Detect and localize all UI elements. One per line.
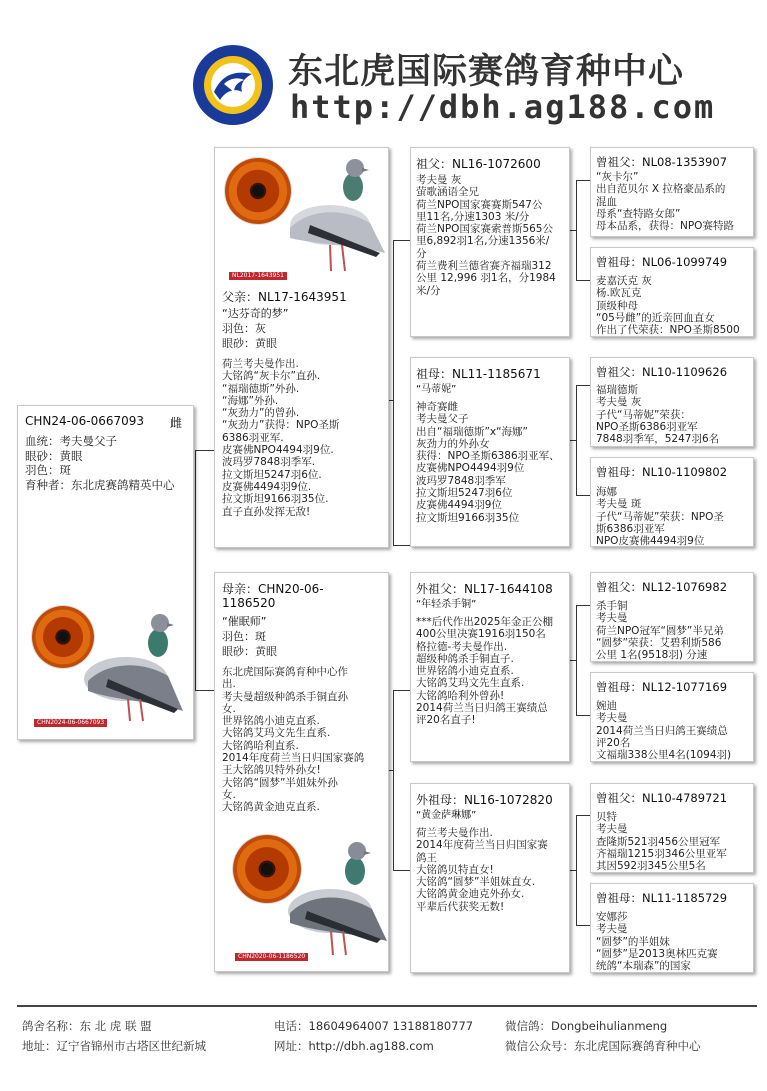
note-line: 考夫曼: [596, 712, 628, 725]
note-line: 400公里决赛1916羽150名: [416, 628, 546, 641]
note-line: 出自“福瑞德斯”x“海娜”: [416, 425, 528, 438]
connector-line: [576, 180, 590, 181]
connector-line: [576, 605, 590, 606]
detail-line: 眼砂：黄眼: [25, 448, 83, 463]
note-line: “圆梦”是2013奥林匹克赛: [596, 947, 718, 960]
great-grandparent-notes: [596, 600, 724, 661]
note-line: 齐福瑞1215羽346公里亚军: [596, 847, 727, 860]
detail-line: 血统：考夫曼父子: [25, 434, 117, 448]
connector-line: [393, 545, 410, 546]
note-line: 考夫曼: [596, 612, 628, 625]
note-line: “灰劲力”获得：NPO圣斯: [222, 419, 340, 432]
footer-phone[interactable]: 电话：18604964007 13188180777: [274, 1019, 474, 1033]
feather-color: 羽色：灰: [222, 322, 266, 335]
note-line: 波玛罗7848羽季军: [416, 474, 506, 487]
note-line: 杨.欧瓦克: [596, 287, 642, 300]
note-line: 米/分: [416, 284, 441, 297]
note-line: 婉迪: [596, 700, 617, 712]
note-line: 荷兰考夫曼作出.: [416, 827, 493, 839]
connector-line: [570, 660, 577, 661]
dam-ring-2: 1186520: [222, 596, 276, 610]
connector-line: [576, 925, 590, 926]
footer: [22, 1018, 762, 1068]
note-line: 荷兰NPO国家赛索普斯565公: [416, 223, 553, 236]
note-line: 拉文斯坦5247羽6位: [416, 487, 513, 500]
grandparent-notes: [416, 616, 553, 727]
note-line: 海娜: [596, 486, 617, 498]
eye-sand: 眼砂：黄眼: [222, 645, 277, 658]
grandparent-name: “马蒂妮”: [416, 384, 457, 395]
great-grandparent-notes: [596, 384, 719, 445]
note-line: 母本品系，获得：NPO赛特路: [596, 220, 734, 233]
connector-line: [393, 690, 410, 691]
great-grandparent-card: [590, 457, 754, 547]
note-line: 2014年度荷兰当日归国家赛鸽: [222, 752, 365, 765]
photo-tag: CHN2020-06-1186520: [235, 953, 308, 961]
great-grandparent-ring: 曾祖父：NL12-1076982: [596, 580, 728, 594]
sire-card: [214, 147, 389, 548]
note-line: 分: [416, 247, 427, 260]
dam-name: “催眠师”: [222, 615, 267, 628]
great-grandparent-notes: [596, 700, 731, 761]
note-line: 评20名直子!: [416, 714, 476, 727]
great-grandparent-card: [590, 783, 754, 873]
note-line: 2014年度荷兰当日归国家赛: [416, 839, 548, 852]
note-line: 格拉德-考夫曼作出.: [416, 640, 508, 653]
note-line: 拉文斯坦9166羽35位.: [222, 493, 329, 506]
note-line: 查隆斯521羽456公里冠军: [596, 835, 721, 848]
note-line: 考夫曼 灰: [596, 396, 642, 409]
note-line: 大铭鸽黄金迪克外孙女.: [416, 888, 525, 901]
note-line: 作出了代荣获：NPO圣斯8500: [596, 324, 740, 337]
note-line: 王大铭鸽贝特外孙女!: [222, 764, 321, 777]
note-line: 世界铭鸽小迪克直系.: [222, 715, 320, 728]
note-line: 直子直孙发挥无敌!: [222, 505, 311, 518]
great-grandparent-ring: 曾祖母：NL10-1109802: [596, 465, 728, 479]
photo-tag: NL2017-1643951: [229, 272, 287, 280]
note-line: 世界铭鸽小迪克直系.: [416, 665, 514, 678]
connector-line: [576, 715, 590, 716]
connector-line: [570, 870, 577, 871]
connector-line: [576, 815, 590, 816]
note-line: 拉文斯坦9166羽35位: [416, 511, 520, 524]
note-line: 大铭鸽黄金迪克直系.: [222, 801, 320, 814]
note-line: 公里 12,996 羽1名，分1984: [416, 272, 556, 285]
grandparent-card-maternal-grandsire: [410, 572, 570, 762]
great-grandparent-ring: 曾祖母：NL12-1077169: [596, 680, 728, 694]
logo-icon: [192, 44, 274, 126]
connector-line: [576, 495, 590, 496]
note-line: 平辈后代获奖无数!: [416, 900, 505, 913]
note-line: ***后代作出2025年金正公棚: [416, 616, 553, 628]
great-grandparent-card: [590, 357, 754, 447]
photo-tag: CHN2024-06-0667093: [34, 719, 107, 727]
detail-line: 育种者：东北虎赛鸽精英中心: [25, 477, 175, 492]
note-line: NPO圣斯6386羽亚军: [596, 420, 698, 433]
footer-loft-name: 鸽舍名称：东 北 虎 联 盟: [22, 1019, 152, 1033]
subject-ring: CHN24-06-0667093: [25, 414, 145, 428]
grandparent-ring: 外祖母：NL16-1072820: [416, 793, 553, 807]
note-line: 荷兰NPO冠军“圆梦”半兄弟: [596, 624, 724, 637]
grandparent-name: “年轻杀手铜”: [416, 599, 477, 610]
subject-sex: 雌: [170, 416, 183, 430]
connector-line: [393, 690, 394, 870]
pigeon-photo: [245, 153, 389, 283]
dam-card: [214, 572, 389, 972]
note-line: 其因592羽345公里5名: [596, 860, 706, 873]
great-grandparent-notes: [596, 275, 740, 336]
sire-attrs: [222, 321, 277, 351]
note-line: 6386羽亚军.: [222, 431, 284, 444]
note-line: 子代“马蒂妮”荣获：: [596, 408, 691, 421]
grandparent-ring: 祖父：NL16-1072600: [416, 157, 541, 171]
note-line: “福瑞德斯”外孙.: [222, 382, 300, 395]
note-line: 获得：NPO圣斯6386羽亚军、: [416, 450, 560, 463]
note-line: 大铭鸽“灰卡尔”直孙.: [222, 370, 321, 383]
note-line: 考夫曼父子: [416, 413, 469, 426]
note-line: 皮赛佛NPO4494羽9位.: [222, 444, 334, 457]
note-line: 大铭鸽艾玛文先生直系.: [416, 677, 525, 690]
note-line: 公里 1名(9518羽) 分速: [596, 649, 708, 662]
connector-line: [570, 230, 577, 231]
note-line: “灰劲力”的曾孙.: [222, 407, 300, 420]
note-line: 母系“查特路女郎”: [596, 207, 681, 220]
great-grandparent-card: [590, 672, 754, 762]
note-line: “圆梦”的半姐妹: [596, 935, 670, 948]
note-line: 考夫曼: [596, 923, 628, 936]
note-line: 斯6386羽亚军: [596, 522, 665, 535]
footer-wechat: 微信鸽：Dongbeihulianmeng: [505, 1019, 668, 1033]
note-line: 考夫曼 斑: [596, 498, 642, 511]
header-title: 东北虎国际赛鸽育种中心: [288, 52, 685, 92]
eye-sand: 眼砂：黄眼: [222, 337, 277, 350]
great-grandparent-card: [590, 883, 754, 973]
note-line: 评20名: [596, 736, 631, 749]
note-line: “海娜”外孙.: [222, 394, 279, 407]
great-grandparent-ring: 曾祖父：NL10-1109626: [596, 365, 728, 379]
connector-line: [576, 280, 590, 281]
great-grandparent-ring: 曾祖母：NL11-1185729: [596, 891, 728, 905]
note-line: 皮赛佛4494羽9位.: [222, 480, 312, 493]
note-line: 子代“马蒂妮”荣获：NPO圣: [596, 510, 724, 523]
note-line: 出.: [222, 678, 236, 691]
grandparent-notes: [416, 401, 560, 524]
connector-line: [576, 385, 590, 386]
note-line: 安娜莎: [596, 911, 628, 923]
note-line: 大铭鸽哈利外曾孙!: [416, 689, 505, 702]
note-line: 皮赛佛4494羽9位: [416, 499, 502, 512]
note-line: “圆梦”荣获：艾碧利斯586: [596, 636, 722, 649]
grandparent-card-maternal-granddam: [410, 783, 570, 973]
dam-ring: 母亲：CHN20-06-: [222, 582, 324, 596]
connector-line: [195, 690, 214, 691]
great-grandparent-card: [590, 572, 754, 662]
note-line: 出自范贝尔 X 拉格豪品系的: [596, 183, 726, 196]
great-grandparent-ring: 曾祖父：NL10-4789721: [596, 791, 728, 805]
sire-ring: 父亲：NL17-1643951: [222, 290, 347, 304]
great-grandparent-notes: [596, 811, 727, 872]
note-line: 杀手铜: [596, 600, 628, 612]
note-line: 东北虎国际赛鸽育种中心作: [222, 666, 348, 678]
great-grandparent-notes: [596, 486, 724, 547]
note-line: 皮赛佛NPO4494羽9位: [416, 462, 525, 475]
dam-notes: [222, 666, 364, 814]
note-line: 里11名,分速1303 米/分: [416, 210, 530, 223]
footer-website[interactable]: 网址：http://dbh.ag188.com: [274, 1039, 434, 1053]
note-line: 文福瑞338公里4名(1094羽): [596, 749, 732, 762]
great-grandparent-ring: 曾祖父：NL08-1353907: [596, 155, 728, 169]
note-line: 拉文斯坦5247羽6位.: [222, 468, 322, 481]
note-line: 女.: [222, 788, 236, 801]
note-line: 顶级种母: [596, 299, 638, 312]
note-line: 7848羽季军，5247羽6名: [596, 433, 720, 446]
note-line: 萤歌涵语全兄: [416, 186, 479, 199]
footer-wechat-official: 微信公众号：东北虎国际赛鸽育种中心: [505, 1039, 701, 1053]
note-line: “05号雌”的近亲回血直女: [596, 311, 715, 324]
feather-color: 羽色：斑: [222, 630, 266, 643]
connector-line: [195, 450, 214, 451]
header: [190, 40, 760, 132]
note-line: 大铭鸽哈利直系.: [222, 739, 299, 752]
note-line: 荷兰费利兰德省赛齐福瑞312: [416, 260, 552, 273]
dam-attrs: [222, 629, 277, 659]
note-line: 2014荷兰当日归鸽王赛绩总: [596, 724, 728, 737]
note-line: 2014荷兰当日归鸽王赛绩总: [416, 702, 548, 715]
note-line: 混血: [596, 195, 617, 208]
connector-line: [393, 240, 394, 545]
pigeon-photo: [48, 601, 188, 731]
subject-card: [17, 405, 194, 740]
detail-line: 羽色：斑: [25, 463, 71, 477]
note-line: 统鸽“本瑞森”的国家: [596, 960, 691, 973]
grandparent-card-paternal-granddam: [410, 357, 570, 547]
footer-divider: [17, 1005, 757, 1007]
note-line: 女.: [222, 702, 236, 715]
note-line: 超级种鸽杀手铜直子.: [416, 652, 514, 665]
great-grandparent-card: [590, 147, 754, 237]
connector-line: [570, 440, 577, 441]
note-line: 大铭鸽“圆梦”半姐妹外孙: [222, 776, 338, 789]
note-line: 鸽王: [416, 851, 437, 864]
header-url[interactable]: http://dbh.ag188.com: [290, 88, 716, 126]
connector-line: [195, 450, 196, 690]
note-line: 大铭鸽贝特直女!: [416, 863, 494, 876]
note-line: 荷兰考夫曼作出.: [222, 358, 299, 370]
grandparent-notes: [416, 827, 548, 913]
note-line: 贝特: [596, 811, 617, 823]
great-grandparent-notes: [596, 171, 734, 232]
note-line: 波玛罗7848羽季军.: [222, 456, 316, 469]
note-line: 考夫曼 灰: [416, 174, 462, 186]
note-line: 里6,892羽1名,分速1356米/: [416, 235, 550, 248]
grandparent-name: “黄金萨琳娜”: [416, 810, 477, 821]
pigeon-photo: [245, 831, 389, 966]
connector-line: [393, 870, 410, 871]
grandparent-ring: 祖母：NL11-1185671: [416, 367, 541, 381]
great-grandparent-card: [590, 247, 754, 337]
note-line: 大铭鸽艾玛文先生直系.: [222, 727, 331, 740]
note-line: 灰劲力的外孙女: [416, 437, 490, 450]
subject-details: [25, 434, 191, 492]
note-line: 考夫曼超级种鸽杀手铜直孙: [222, 690, 348, 703]
connector-line: [393, 240, 410, 241]
note-line: 麦嘉沃克 灰: [596, 275, 652, 287]
note-line: 大铭鸽“圆梦”半姐妹直女.: [416, 876, 536, 889]
note-line: 神奇赛雌: [416, 401, 458, 413]
footer-address: 地址：辽宁省锦州市古塔区世纪新城: [22, 1039, 206, 1053]
note-line: “灰卡尔”: [596, 171, 639, 183]
sire-notes: [222, 358, 339, 518]
grandparent-notes: [416, 174, 556, 297]
grandparent-ring: 外祖父：NL17-1644108: [416, 582, 553, 596]
great-grandparent-ring: 曾祖母：NL06-1099749: [596, 255, 728, 269]
great-grandparent-notes: [596, 911, 718, 972]
sire-name: “达芬奇的梦”: [222, 307, 289, 320]
note-line: 荷兰NPO国家赛赛斯547公: [416, 198, 543, 211]
grandparent-card-paternal-grandsire: [410, 147, 570, 337]
note-line: 福瑞德斯: [596, 384, 638, 396]
note-line: 考夫曼: [596, 823, 628, 836]
note-line: NPO皮赛佛4494羽9位: [596, 535, 705, 547]
